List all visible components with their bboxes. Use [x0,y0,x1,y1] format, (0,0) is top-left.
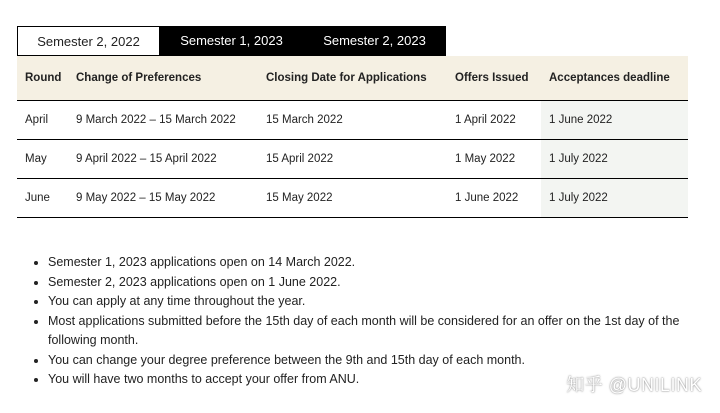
cell-round: April [17,101,68,140]
list-item: • Most applications submitted before the 15th day of each month will be considered for an offer on the 1st day of the following month. [48,312,720,351]
cell-acceptances-deadline: 1 June 2022 [541,101,688,140]
cell-offers-issued: 1 June 2022 [447,179,541,218]
semester-tabs [17,26,446,56]
cell-offers-issued: 1 May 2022 [447,140,541,179]
list-item: • You will have two months to accept your offer from ANU. [48,370,720,390]
cell-closing-date: 15 March 2022 [258,101,447,140]
column-header-offers-issued: Offers Issued [447,56,541,101]
cell-closing-date: 15 May 2022 [258,179,447,218]
tab-semester-1-2023[interactable]: Semester 1, 2023 [160,26,303,56]
cell-change-of-preferences: 9 April 2022 – 15 April 2022 [68,140,258,179]
column-header-acceptances-deadline: Acceptances deadline [541,56,688,101]
column-header-closing-date: Closing Date for Applications [258,56,447,101]
table-header-row [17,56,688,101]
list-item: • Semester 1, 2023 applications open on 14 March 2022. [48,253,720,273]
cell-acceptances-deadline: 1 July 2022 [541,179,688,218]
offer-rounds-table [17,56,688,218]
list-item: • You can apply at any time throughout the year. [48,292,720,312]
table-row [17,179,688,218]
watermark: 知乎 @UNILINK [566,375,702,395]
list-item: • Semester 2, 2023 applications open on 1 June 2022. [48,273,720,293]
cell-round: May [17,140,68,179]
list-item: • You can change your degree preference between the 9th and 15th day of each month. [48,351,720,371]
tab-semester-2-2023[interactable]: Semester 2, 2023 [303,26,446,56]
cell-acceptances-deadline: 1 July 2022 [541,140,688,179]
tab-semester-2-2022[interactable]: Semester 2, 2022 [17,26,160,56]
table-row [17,101,688,140]
cell-closing-date: 15 April 2022 [258,140,447,179]
cell-offers-issued: 1 April 2022 [447,101,541,140]
cell-round: June [17,179,68,218]
cell-change-of-preferences: 9 May 2022 – 15 May 2022 [68,179,258,218]
column-header-change-of-preferences: Change of Preferences [68,56,258,101]
application-notes-list [30,253,720,390]
table-row [17,140,688,179]
column-header-round: Round [17,56,68,101]
cell-change-of-preferences: 9 March 2022 – 15 March 2022 [68,101,258,140]
